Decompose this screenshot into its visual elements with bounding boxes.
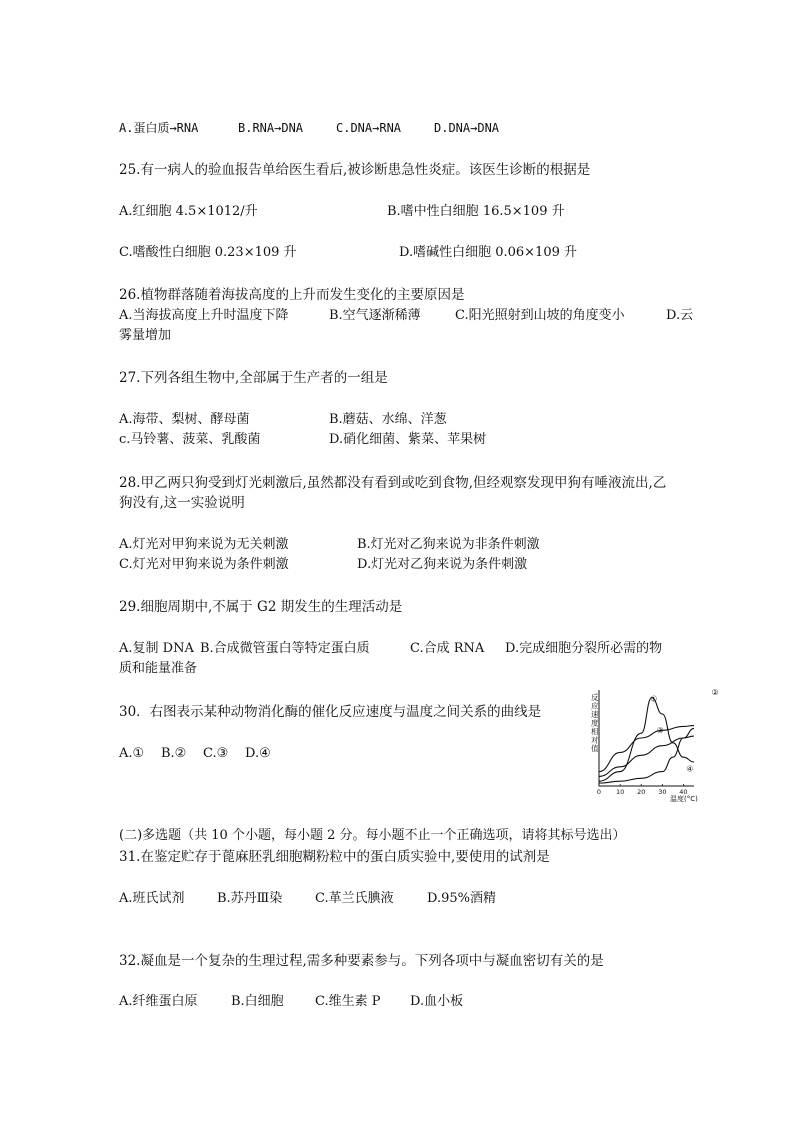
- q28-option-b: B.灯光对乙狗来说为非条件刺激: [357, 537, 540, 552]
- q28-option-c: C.灯光对甲狗来说为条件刺激: [119, 557, 289, 572]
- chart-xtick-label: 40: [679, 788, 688, 796]
- q27-option-a: A.海带、梨树、酵母菌: [119, 412, 250, 427]
- enzyme-rate-chart: [590, 684, 719, 804]
- q24-option-d: D.DNA→DNA: [434, 121, 500, 135]
- q29-option-b: B.合成微管蛋白等特定蛋白质: [200, 641, 370, 656]
- q28-options-row2: [119, 556, 527, 574]
- q25-option-b: B.嗜中性白细胞 16.5×109 升: [387, 204, 565, 219]
- q31-stem: 31.在鉴定贮存于蓖麻胚乳细胞糊粉粒中的蛋白质实验中,要使用的试剂是: [119, 849, 550, 865]
- q27-option-c: c.马铃薯、菠菜、乳酸菌: [119, 432, 261, 447]
- q26-option-a: A.当海拔高度上升时温度下降: [119, 308, 289, 323]
- q31-option-a: A.班氏试剂: [119, 891, 185, 906]
- q30-stem: 30．右图表示某种动物消化酶的催化反应速度与温度之间关系的曲线是: [119, 704, 542, 720]
- q30-option-d: D.④: [245, 746, 271, 761]
- q27-option-d: D.硝化细菌、紫菜、苹果树: [329, 432, 487, 447]
- q29-options: [119, 640, 662, 658]
- q30-option-a: A.①: [119, 746, 145, 761]
- chart-series-label: ②: [711, 687, 719, 697]
- q29-option-c: C.合成 RNA: [410, 641, 485, 656]
- q30-option-b: B.②: [161, 746, 187, 761]
- chart-series-line: [599, 726, 694, 772]
- q29-stem: 29.细胞周期中,不属于 G2 期发生的生理活动是: [119, 599, 403, 615]
- q24-option-b: B.RNA→DNA: [238, 121, 304, 135]
- chart-xtick-label: 10: [615, 788, 625, 796]
- q31-options: [119, 890, 496, 908]
- q26-stem: 26.植物群落随着海拔高度的上升而发生变化的主要原因是: [119, 287, 465, 303]
- q25-option-a: A.红细胞 4.5×1012/升: [119, 204, 258, 219]
- q28-option-d: D.灯光对乙狗来说为条件刺激: [357, 557, 528, 572]
- chart-series: [599, 688, 719, 783]
- q26-options: [119, 307, 693, 325]
- q24-options: [119, 119, 499, 138]
- q29-option-d: D.完成细胞分裂所必需的物: [505, 641, 663, 656]
- q25-stem: 25.有一病人的验血报告单给医生看后,被诊断患急性炎症。该医生诊断的根据是: [119, 162, 591, 178]
- q32-option-b: B.白细胞: [231, 994, 284, 1009]
- chart-series-label: ④: [686, 764, 694, 774]
- q32-option-a: A.纤维蛋白原: [119, 994, 198, 1009]
- q32-stem: 32.凝血是一个复杂的生理过程,需多种要素参与。下列各项中与凝血密切有关的是: [119, 953, 604, 969]
- q26-option-d: D.云: [666, 308, 694, 323]
- q25-option-c: C.嗜酸性白细胞 0.23×109 升: [119, 245, 297, 260]
- q27-option-b: B.蘑菇、水绵、洋葱: [329, 412, 447, 427]
- q28-option-a: A.灯光对甲狗来说为无关刺激: [119, 537, 289, 552]
- q30-options: [119, 745, 271, 763]
- q29-option-d-cont: 质和能量准备: [119, 661, 198, 676]
- chart-xlabel: 温度(°C): [670, 795, 698, 803]
- chart-series-label: ③: [656, 726, 664, 736]
- q27-options-row1: [119, 411, 447, 429]
- q31-option-d: D.95%酒精: [427, 891, 496, 906]
- q26-option-c: C.阳光照射到山坡的角度变小: [455, 308, 625, 323]
- q31-option-c: C.革兰氏腆液: [315, 891, 394, 906]
- q32-option-c: C.维生素 P: [315, 994, 381, 1009]
- q25-options-row2: [119, 244, 577, 262]
- q27-stem: 27.下列各组生物中,全部属于生产者的一组是: [119, 370, 388, 386]
- chart-xtick-label: 0: [596, 788, 602, 796]
- q31-option-b: B.苏丹Ⅲ染: [217, 891, 283, 906]
- chart-ylabel: 反应速度相对值: [591, 693, 599, 753]
- q25-option-d: D.嗜碱性白细胞 0.06×109 升: [399, 245, 578, 260]
- q30-option-c: C.③: [203, 746, 229, 761]
- q26-option-d-cont: 雾量增加: [119, 328, 172, 343]
- chart-series-label: ①: [650, 694, 658, 704]
- q25-options-row1: [119, 203, 565, 221]
- q28-stem-line1: 28.甲乙两只狗受到灯光刺激后,虽然都没有看到或吃到食物,但经观察发现甲狗有唾液流出,乙: [119, 475, 667, 491]
- chart-xtick-label: 30: [658, 788, 667, 796]
- chart-xtick-label: 20: [637, 788, 646, 796]
- section-2-title: (二)多选题（共 10 个小题，每小题 2 分。每小题不止一个正确选项，请将其标号选出）: [119, 828, 626, 843]
- q26-option-b: B.空气逐渐稀薄: [329, 308, 421, 323]
- q28-stem-line2: 狗没有,这一实验说明: [119, 495, 245, 511]
- q24-option-c: C.DNA→RNA: [336, 121, 402, 135]
- q28-options-row1: [119, 536, 540, 554]
- q24-option-a: A.蛋白质→RNA: [119, 121, 199, 135]
- q27-options-row2: [119, 431, 486, 449]
- q32-options: [119, 993, 463, 1011]
- q29-option-a: A.复制 DNA: [119, 641, 194, 656]
- q32-option-d: D.血小板: [410, 994, 464, 1009]
